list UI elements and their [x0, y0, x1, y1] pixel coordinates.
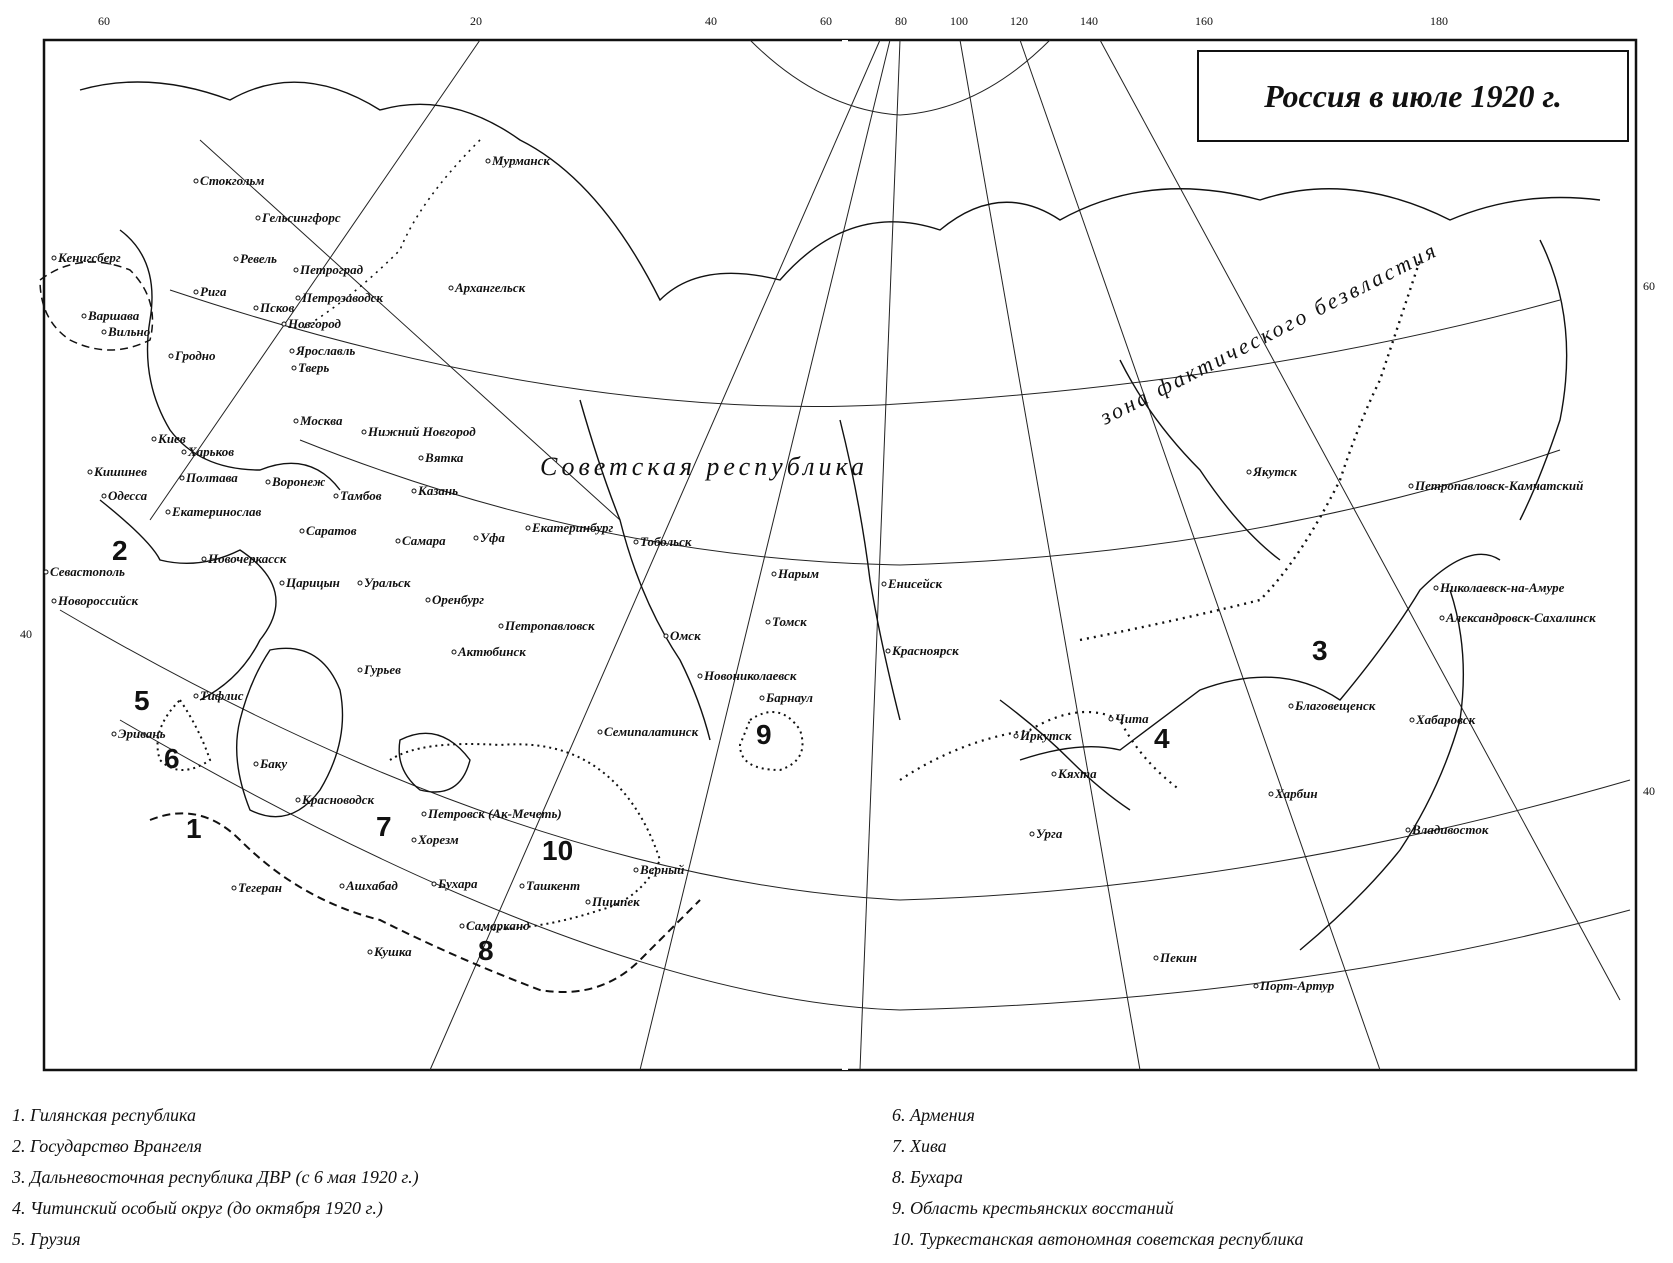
city-label: Чита [1115, 711, 1149, 726]
region-number: 4 [1154, 723, 1170, 754]
city-label: Уральск [364, 575, 411, 590]
city-label: Ташкент [526, 878, 581, 893]
city-label: Петропавловск [505, 618, 595, 633]
city-dot [296, 296, 300, 300]
city-label: Петропавловск-Камчатский [1415, 478, 1584, 493]
city-dot [452, 650, 456, 654]
city-label: Тобольск [640, 534, 692, 549]
legend-item: 4. Читинский особый округ (до октября 1920 г.) [12, 1198, 383, 1218]
city-dot [368, 950, 372, 954]
city-dot [102, 330, 106, 334]
region-number: 3 [1312, 635, 1328, 666]
city-label: Баку [260, 756, 288, 771]
deg-label: 40 [20, 627, 32, 641]
city-dot [1052, 772, 1056, 776]
legend-item: 1. Гилянская республика [12, 1105, 197, 1125]
city-dot [766, 620, 770, 624]
city-dot [52, 599, 56, 603]
city-dot [449, 286, 453, 290]
city-label: Полтава [186, 470, 238, 485]
city-dot [419, 456, 423, 460]
city-dot [520, 884, 524, 888]
city-label: Ярославль [296, 343, 356, 358]
city-dot [499, 624, 503, 628]
city-dot [412, 838, 416, 842]
city-dot [586, 900, 590, 904]
city-dot [760, 696, 764, 700]
city-label: Нарым [778, 566, 820, 581]
deg-label: 40 [705, 14, 717, 28]
deg-label: 140 [1080, 14, 1098, 28]
city-label: Вятка [425, 450, 464, 465]
city-label: Москва [300, 413, 343, 428]
city-dot [1440, 616, 1444, 620]
city-label: Воронеж [272, 474, 326, 489]
city-dot [152, 437, 156, 441]
city-label: Ашхабад [346, 878, 398, 893]
city-dot [166, 510, 170, 514]
city-dot [194, 290, 198, 294]
city-label: Верный [640, 862, 685, 877]
legend-item: 2. Государство Врангеля [12, 1136, 202, 1156]
city-label: Александровск-Сахалинск [1446, 610, 1596, 625]
anarchy-zone-label: зона фактического безвластия [1095, 236, 1443, 430]
city-label: Пишпек [592, 894, 640, 909]
city-dot [52, 256, 56, 260]
city-label: Тегеран [238, 880, 283, 895]
map-title: Россия в июле 1920 г. [1264, 77, 1562, 114]
legend-item: 10. Туркестанская автономная советская республика [892, 1229, 1304, 1249]
city-label: Царицын [286, 575, 340, 590]
city-dot [486, 159, 490, 163]
city-label: Екатеринослав [172, 504, 262, 519]
soviet-republic-label: Советская республика [540, 452, 868, 481]
city-dot [1410, 718, 1414, 722]
city-label: Енисейск [888, 576, 943, 591]
city-dot [772, 572, 776, 576]
city-label: Самара [402, 533, 446, 548]
city-dot [280, 581, 284, 585]
city-dot [1406, 828, 1410, 832]
city-label: Псков [260, 300, 295, 315]
deg-label: 60 [1643, 279, 1655, 293]
city-dot [266, 480, 270, 484]
city-label: Мурманск [492, 153, 550, 168]
city-label: Якутск [1253, 464, 1297, 479]
region-number: 9 [756, 719, 772, 750]
city-label: Стокгольм [200, 173, 265, 188]
city-dot [1030, 832, 1034, 836]
city-label: Хорезм [418, 832, 459, 847]
city-dot [1254, 984, 1258, 988]
city-label: Красноводск [302, 792, 375, 807]
city-label: Кушка [374, 944, 412, 959]
map-title-box [1197, 50, 1629, 142]
city-label: Оренбург [432, 592, 485, 607]
legend-item: 3. Дальневосточная республика ДВР (с 6 мая 1920 г.) [12, 1167, 419, 1187]
city-label: Петровск (Ак-Мечеть) [428, 806, 562, 821]
city-dot [432, 882, 436, 886]
city-label: Петрозаводск [302, 290, 383, 305]
city-label: Владивосток [1412, 822, 1489, 837]
region-number: 10 [542, 835, 574, 866]
city-label: Николаевск-на-Амуре [1440, 580, 1565, 595]
city-dot [294, 419, 298, 423]
city-label: Рига [200, 284, 227, 299]
deg-label: 80 [895, 14, 907, 28]
legend-item: 7. Хива [892, 1136, 947, 1156]
city-label: Варшава [88, 308, 140, 323]
city-dot [292, 366, 296, 370]
city-dot [254, 762, 258, 766]
city-dot [300, 529, 304, 533]
city-label: Кенигсберг [58, 250, 121, 265]
city-label: Новочеркасск [208, 551, 287, 566]
city-label: Гельсингфорс [262, 210, 341, 225]
city-label: Тифлис [200, 688, 244, 703]
city-dot [396, 539, 400, 543]
city-label: Гурьев [364, 662, 401, 677]
deg-label: 40 [1643, 784, 1655, 798]
city-label: Урга [1036, 826, 1063, 841]
city-dot [1154, 956, 1158, 960]
city-label: Омск [670, 628, 701, 643]
city-dot [1269, 792, 1273, 796]
legend-item: 9. Область крестьянских восстаний [892, 1198, 1174, 1218]
city-label: Иркутск [1020, 728, 1072, 743]
region-number: 1 [186, 813, 202, 844]
city-dot [112, 732, 116, 736]
city-dot [102, 494, 106, 498]
city-dot [634, 540, 638, 544]
city-dot [282, 322, 286, 326]
city-label: Одесса [108, 488, 148, 503]
city-dot [1247, 470, 1251, 474]
city-label: Харьков [188, 444, 235, 459]
city-label: Екатеринбург [532, 520, 614, 535]
city-label: Порт-Артур [1260, 978, 1335, 993]
deg-label: 60 [820, 14, 832, 28]
city-dot [886, 649, 890, 653]
city-dot [598, 730, 602, 734]
city-dot [1109, 717, 1113, 721]
city-label: Семипалатинск [604, 724, 699, 739]
legend-column-right [892, 1100, 1303, 1255]
city-dot [169, 354, 173, 358]
city-dot [296, 798, 300, 802]
city-dot [460, 924, 464, 928]
region-number: 5 [134, 685, 150, 716]
city-dot [664, 634, 668, 638]
legend-column-left [12, 1100, 419, 1255]
city-label: Пекин [1160, 950, 1197, 965]
city-dot [1409, 484, 1413, 488]
city-dot [426, 598, 430, 602]
legend-item: 6. Армения [892, 1105, 975, 1125]
city-dot [234, 257, 238, 261]
city-label: Петроград [300, 262, 364, 277]
city-dot [474, 536, 478, 540]
city-label: Севастополь [50, 564, 125, 579]
city-dot [82, 314, 86, 318]
city-dot [526, 526, 530, 530]
city-dot [634, 868, 638, 872]
legend-item: 5. Грузия [12, 1229, 81, 1249]
city-dot [412, 489, 416, 493]
region-number: 6 [164, 743, 180, 774]
city-label: Харбин [1275, 786, 1318, 801]
city-dot [202, 557, 206, 561]
city-label: Хабаровск [1416, 712, 1476, 727]
city-dot [1434, 586, 1438, 590]
city-label: Казань [418, 483, 459, 498]
city-label: Красноярск [892, 643, 959, 658]
city-dot [882, 582, 886, 586]
city-dot [254, 306, 258, 310]
city-label: Саратов [306, 523, 357, 538]
city-label: Вильно [108, 324, 151, 339]
city-dot [1289, 704, 1293, 708]
city-dot [182, 450, 186, 454]
city-dot [44, 570, 48, 574]
city-dot [362, 430, 366, 434]
city-label: Новониколаевск [704, 668, 797, 683]
city-dot [290, 349, 294, 353]
city-label: Барнаул [766, 690, 813, 705]
deg-label: 160 [1195, 14, 1213, 28]
city-label: Новороссийск [58, 593, 139, 608]
city-dot [232, 886, 236, 890]
city-label: Ревель [240, 251, 277, 266]
region-number: 2 [112, 535, 128, 566]
city-label: Бухара [438, 876, 478, 891]
deg-label: 100 [950, 14, 968, 28]
city-label: Архангельск [455, 280, 526, 295]
legend-item: 8. Бухара [892, 1167, 963, 1187]
city-dot [256, 216, 260, 220]
city-label: Актюбинск [458, 644, 526, 659]
city-dot [180, 476, 184, 480]
city-dot [1014, 734, 1018, 738]
city-label: Гродно [175, 348, 216, 363]
region-number: 7 [376, 811, 392, 842]
city-dot [358, 581, 362, 585]
deg-label: 20 [470, 14, 482, 28]
city-label: Тамбов [340, 488, 382, 503]
city-dot [88, 470, 92, 474]
city-label: Тверь [298, 360, 330, 375]
city-dot [340, 884, 344, 888]
city-dot [422, 812, 426, 816]
city-dot [698, 674, 702, 678]
city-dot [194, 179, 198, 183]
city-label: Благовещенск [1295, 698, 1376, 713]
city-dot [358, 668, 362, 672]
city-label: Новгород [288, 316, 341, 331]
city-label: Уфа [480, 530, 505, 545]
city-label: Нижний Новгород [368, 424, 476, 439]
legend [12, 1100, 1662, 1255]
city-label: Киев [158, 431, 186, 446]
city-label: Кяхта [1058, 766, 1097, 781]
city-dot [294, 268, 298, 272]
city-label: Самарканд [466, 918, 530, 933]
deg-label: 60 [98, 14, 110, 28]
region-number: 8 [478, 935, 494, 966]
city-label: Томск [772, 614, 807, 629]
deg-label: 180 [1430, 14, 1448, 28]
city-dot [334, 494, 338, 498]
city-label: Эривань [118, 726, 166, 741]
city-label: Кишинев [94, 464, 147, 479]
city-dot [194, 694, 198, 698]
deg-label: 120 [1010, 14, 1028, 28]
